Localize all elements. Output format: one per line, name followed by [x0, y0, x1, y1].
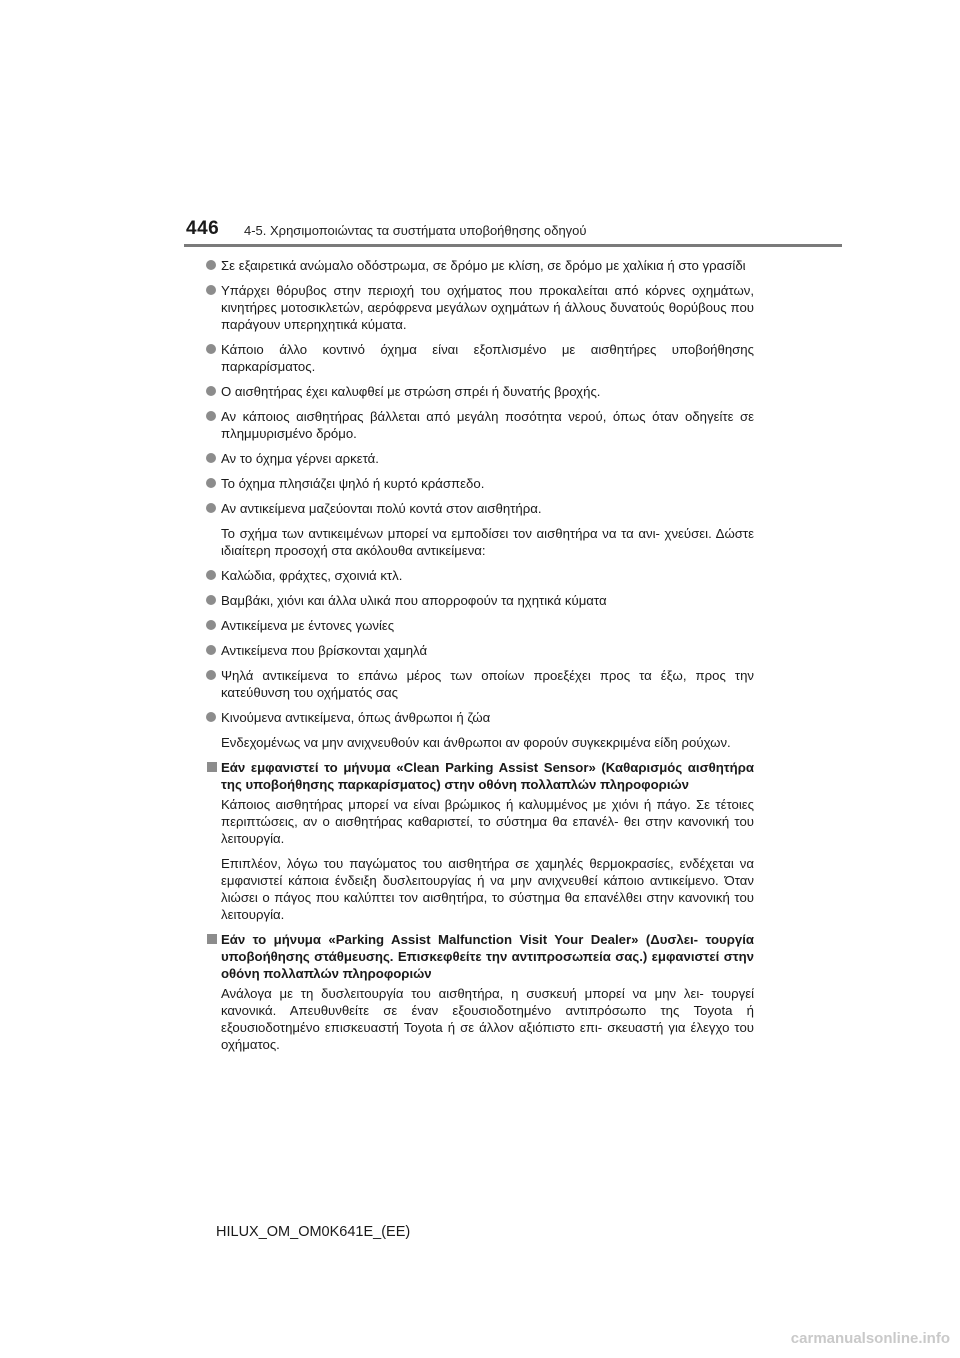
list-item: Ψηλά αντικείμενα το επάνω μέρος των οποίων προεξέχει προς τα έξω, προς την κατεύθυνση του οχήματός σας	[206, 667, 754, 701]
list-item: Ο αισθητήρας έχει καλυφθεί με στρώση σπρέι ή δυνατής βροχής.	[206, 383, 754, 400]
bullet-icon	[206, 620, 216, 630]
bullet-icon	[206, 285, 216, 295]
body-paragraph: Το σχήμα των αντικειμένων μπορεί να εμποδίσει τον αισθητήρα να τα ανι- χνεύσει. Δώστε ιδιαίτερη προσοχή στα ακόλουθα αντικείμενα:	[221, 526, 754, 558]
list-item: Αν το όχημα γέρνει αρκετά.	[206, 450, 754, 467]
list-item: Αν αντικείμενα μαζεύονται πολύ κοντά στον αισθητήρα.	[206, 500, 754, 517]
bullet-icon	[206, 344, 216, 354]
page-content	[206, 257, 754, 1061]
list-item: Το όχημα πλησιάζει ψηλό ή κυρτό κράσπεδο.	[206, 475, 754, 492]
bullet-icon	[206, 478, 216, 488]
bullet-icon	[206, 386, 216, 396]
body-paragraph: Επιπλέον, λόγω του παγώματος του αισθητήρα σε χαμηλές θερμοκρασίες, ενδέχεται να εμφανιστεί κάποια ένδειξη δυσλειτουργίας ή να μην ανιχνευθεί κάποιο αντικείμενο. Όταν λιώσει ο πάγος που καλύπτει τον αισθητήρα, το σύστημα θα επανέλθει στην κανονική του λειτουργία.	[221, 856, 754, 922]
bullet-icon	[206, 453, 216, 463]
list-item: Αν κάποιος αισθητήρας βάλλεται από μεγάλη ποσότητα νερού, όπως όταν οδηγείτε σε πλημμυρισμένο δρόμο.	[206, 408, 754, 442]
square-bullet-icon	[207, 934, 217, 944]
bullet-icon	[206, 570, 216, 580]
watermark: carmanualsonline.info	[790, 1330, 950, 1347]
list-item: Κινούμενα αντικείμενα, όπως άνθρωποι ή ζώα	[206, 709, 754, 726]
list-item: Καλώδια, φράχτες, σχοινιά κτλ.	[206, 567, 754, 584]
body-paragraph: Ανάλογα με τη δυσλειτουργία του αισθητήρα, η συσκευή μπορεί να μην λει- τουργεί κανονικά. Απευθυνθείτε σε έναν εξουσιοδοτημένο αντιπρόσωπο της Toyota ή εξουσιοδοτημένο επισκευαστή Toyota ή σε άλλον αξιόπιστο επι- σκευαστή για έλεγχο του οχήματος.	[221, 986, 754, 1052]
bullet-icon	[206, 595, 216, 605]
bullet-icon	[206, 260, 216, 270]
bullet-icon	[206, 712, 216, 722]
section-heading: Εάν το μήνυμα «Parking Assist Malfunction Visit Your Dealer» (Δυσλει- τουργία υποβοήθησης στάθμευσης. Επισκεφθείτε την αντιπροσωπεία σας.) εμφανιστεί στην οθόνη πολλαπλών πληροφοριών	[206, 931, 754, 982]
bullet-icon	[206, 411, 216, 421]
section-title: 4-5. Χρησιμοποιώντας τα συστήματα υποβοήθησης οδηγού	[244, 223, 587, 238]
bullet-icon	[206, 645, 216, 655]
document-code: HILUX_OM_OM0K641E_(EE)	[216, 1224, 411, 1240]
list-item: Κάποιο άλλο κοντινό όχημα είναι εξοπλισμένο με αισθητήρες υποβοήθησης παρκαρίσματος.	[206, 341, 754, 375]
bullet-icon	[206, 670, 216, 680]
square-bullet-icon	[207, 762, 217, 772]
page-header	[0, 0, 960, 250]
bullet-icon	[206, 503, 216, 513]
list-item: Αντικείμενα με έντονες γωνίες	[206, 617, 754, 634]
header-rule	[184, 244, 842, 247]
list-item: Σε εξαιρετικά ανώμαλο οδόστρωμα, σε δρόμο με κλίση, σε δρόμο με χαλίκια ή στο γρασίδι	[206, 257, 754, 274]
list-item: Αντικείμενα που βρίσκονται χαμηλά	[206, 642, 754, 659]
page-number: 446	[186, 218, 220, 239]
list-item: Υπάρχει θόρυβος στην περιοχή του οχήματος που προκαλείται από κόρνες οχημάτων, κινητήρες μοτοσικλετών, αερόφρενα μεγάλων οχημάτων ή άλλους δυνατούς θορύβους που παράγουν υπερηχητικά κύματα.	[206, 282, 754, 333]
list-item: Βαμβάκι, χιόνι και άλλα υλικά που απορροφούν τα ηχητικά κύματα	[206, 592, 754, 609]
section-heading: Εάν εμφανιστεί το μήνυμα «Clean Parking Assist Sensor» (Καθαρισμός αισθητήρα της υποβοήθησης παρκαρίσματος) στην οθόνη πολλαπλών πληροφοριών	[206, 759, 754, 793]
body-paragraph: Ενδεχομένως να μην ανιχνευθούν και άνθρωποι αν φορούν συγκεκριμένα είδη ρούχων.	[221, 735, 731, 750]
body-paragraph: Κάποιος αισθητήρας μπορεί να είναι βρώμικος ή καλυμμένος με χιόνι ή πάγο. Σε τέτοιες περιπτώσεις, αν ο αισθητήρας καθαριστεί, το σύστημα θα επανέλ- θει στην κανονική του λειτουργία.	[221, 797, 754, 846]
